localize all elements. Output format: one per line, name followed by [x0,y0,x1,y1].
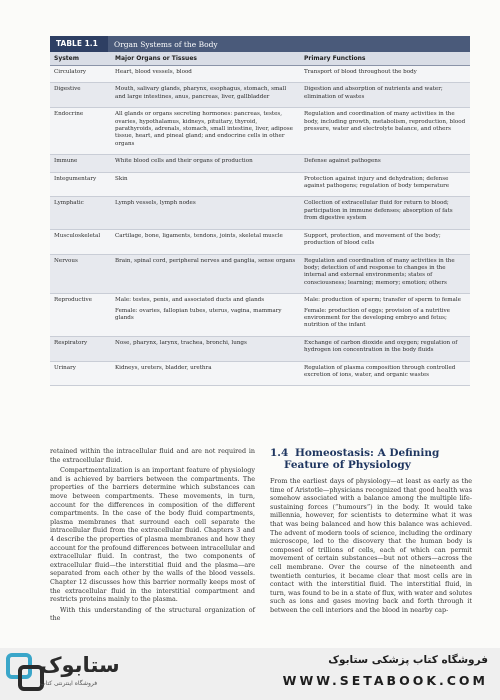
system-cell: Immune [54,158,78,165]
functions-cell [300,197,470,228]
functions-cell [300,337,470,361]
organs-text: White blood cells and their organs of production [115,158,253,165]
brand-subtitle: فروشگاه اینترنتی کتاب [40,680,98,687]
functions-cell [300,173,470,197]
organs-text: All glands or organs secreting hormones: pancreas, testes, ovaries, hypothalamus, kidneys, pituitary, thyroid, parathyroids, adrenals, stomach, small intestine, liver, adipose tissue, heart, and pineal gland; and endocrine cells in other organs [115,111,293,147]
section-title-line1: Homeostasis: A Defining [294,447,440,459]
functions-text: Digestion and absorption of nutrients and water; elimination of wastes [304,86,443,100]
organs-cell [111,294,300,336]
functions-text: Defense against pathogens [304,158,381,165]
system-cell: Nervous [54,257,78,264]
organs-text: Nose, pharynx, larynx, trachea, bronchi, lungs [115,339,247,346]
table-body [50,66,470,386]
functions-cell [300,155,470,171]
system-cell: Lymphatic [54,200,84,207]
functions-text: Regulation of plasma composition through controlled excretion of ions, water, and organic wastes [304,364,456,378]
section-body: From the earliest days of physiology—at least as early as the time of Aristotle—physicians recognized that good health was somehow associated with a balance among the multiple life-sustaining forces (“humours”) in the body. It would take millennia, however, for scientists to determine what it was that was being balanced and how this balance was achieved. The advent of modern tools of science, including the ordinary microscope, led to the discovery that the human body is composed of trillions of cells, each of which can permit movement of certain substances—but not others—across the cell membrane. Over the course of the nineteenth and twentieth centuries, it became clear that most cells are in contact with the interstitial fluid. The interstitial fluid, in turn, was found to be in a state of flux, with water and solutes such as ions and gases moving back and forth through it between the cell interiors and the blood in nearby cap- [270,477,472,614]
functions-text: Collection of extracellular fluid for return to blood; participation in immune defenses; absorption of fats from digestive system [304,200,453,222]
table-row [50,197,470,229]
table-number: TABLE 1.1 [50,36,108,52]
functions-text: Support, protection, and movement of the body; production of blood cells [304,232,441,247]
table-title-bar [50,36,470,52]
table-row [50,66,470,83]
table-row [50,83,470,108]
organs-text: Skin [115,175,128,182]
system-cell: Circulatory [54,69,87,75]
system-cell: Respiratory [54,339,88,346]
left-text-column [50,447,255,625]
functions-text: Male: production of sperm; transfer of sperm to female [304,297,461,304]
organs-cell [111,337,300,361]
system-cell: Urinary [54,364,76,371]
setabook-logo-icon [5,652,45,692]
organs-cell [111,83,300,107]
footer-banner [0,648,500,700]
table-row [50,230,470,255]
functions-text: Protection against injury and dehydration; defense against pathogens; regulation of body temperature [304,175,450,190]
system-cell: Endocrine [54,111,84,118]
organ-systems-table [50,36,470,386]
table-row [50,255,470,295]
table-row [50,155,470,172]
functions-text: Regulation and coordination of many activities in the body, including growth, metabolism, reproduction, blood pressure, water and electrolyte balance, and others [304,111,466,133]
system-cell: Musculoskeletal [54,232,101,239]
functions-text: Exchange of carbon dioxide and oxygen; regulation of hydrogen ion concentration in the body fluids [304,339,458,354]
functions-cell [300,294,470,336]
right-text-column [270,447,472,615]
section-heading [270,447,472,471]
functions-cell [300,108,470,154]
functions-text: Transport of blood throughout the body [304,69,417,75]
functions-cell [300,66,470,82]
organs-cell [111,108,300,154]
system-cell: Reproductive [54,297,92,304]
system-cell: Integumentary [54,175,97,182]
table-row [50,294,470,337]
website-link[interactable]: WWW.SETABOOK.COM [282,673,488,688]
organs-cell [111,362,300,386]
header-system: System [54,55,79,62]
organs-cell [111,230,300,254]
table-row [50,337,470,362]
organs-text: Cartilage, bone, ligaments, tendons, joints, skeletal muscle [115,232,283,239]
table-row [50,362,470,387]
header-organs: Major Organs or Tissues [115,55,197,62]
table-title: Organ Systems of the Body [114,39,218,49]
organs-text: Mouth, salivary glands, pharynx, esophagus, stomach, small and large intestines, anus, pancreas, liver, gallbladder [115,86,287,100]
table-header-row [50,52,470,66]
functions-cell [300,255,470,294]
functions-text: Female: production of eggs; provision of a nutritive environment for the developing embryo and fetus; nutrition of the infant [304,307,450,329]
functions-cell [300,230,470,254]
functions-cell [300,83,470,107]
section-number: 1.4 [270,447,289,459]
organs-text: Lymph vessels, lymph nodes [115,200,196,207]
functions-text: Regulation and coordination of many activities in the body; detection of and response to changes in the internal and external environments; states of consciousness; learning; memory; emotion; others [304,257,455,286]
paragraph: retained within the intracellular fluid and are not required in the extracellular fluid. [50,447,255,464]
table-row [50,173,470,198]
section-title-line2: Feature of Physiology [284,459,411,471]
functions-cell [300,362,470,386]
brand-name: ستابوک [40,653,120,677]
organs-text: Female: ovaries, fallopian tubes, uterus, vagina, mammary glands [115,307,282,321]
table-row [50,108,470,155]
organs-text: Brain, spinal cord, peripheral nerves and ganglia, sense organs [115,257,296,264]
organs-text: Kidneys, ureters, bladder, urethra [115,364,212,371]
organs-cell [111,197,300,228]
store-name: فروشگاه کتاب پزشکی ستابوک [328,654,488,666]
system-cell: Digestive [54,86,81,93]
organs-cell [111,66,300,82]
header-functions: Primary Functions [304,55,366,62]
organs-text: Heart, blood vessels, blood [115,69,192,75]
organs-cell [111,155,300,171]
organs-cell [111,173,300,197]
organs-text: Male: testes, penis, and associated ducts and glands [115,297,265,304]
paragraph: With this understanding of the structural organization of the [50,605,255,623]
paragraph: Compartmentalization is an important feature of physiology and is achieved by barriers between the compartments. The properties of the barriers determine which substances can move between compartments. These movements, in turn, account for the differences in composition of the different compartments. In the case of the body fluid compartments, plasma membranes that surround each cell separate the intracellular fluid from the extracellular fluid. Chapters 3 and 4 describe the properties of plasma membranes and how they account for the profound differences between intracellular and extracellular fluid. In contrast, the two components of extracellular fluid—the interstitial fluid and the plasma—are separated from each other by the walls of the blood vessels. Chapter 12 discusses how this barrier normally keeps most of the extracellular fluid in the interstitial compartment and restricts proteins mainly to the plasma. [50,466,255,604]
organs-cell [111,255,300,294]
